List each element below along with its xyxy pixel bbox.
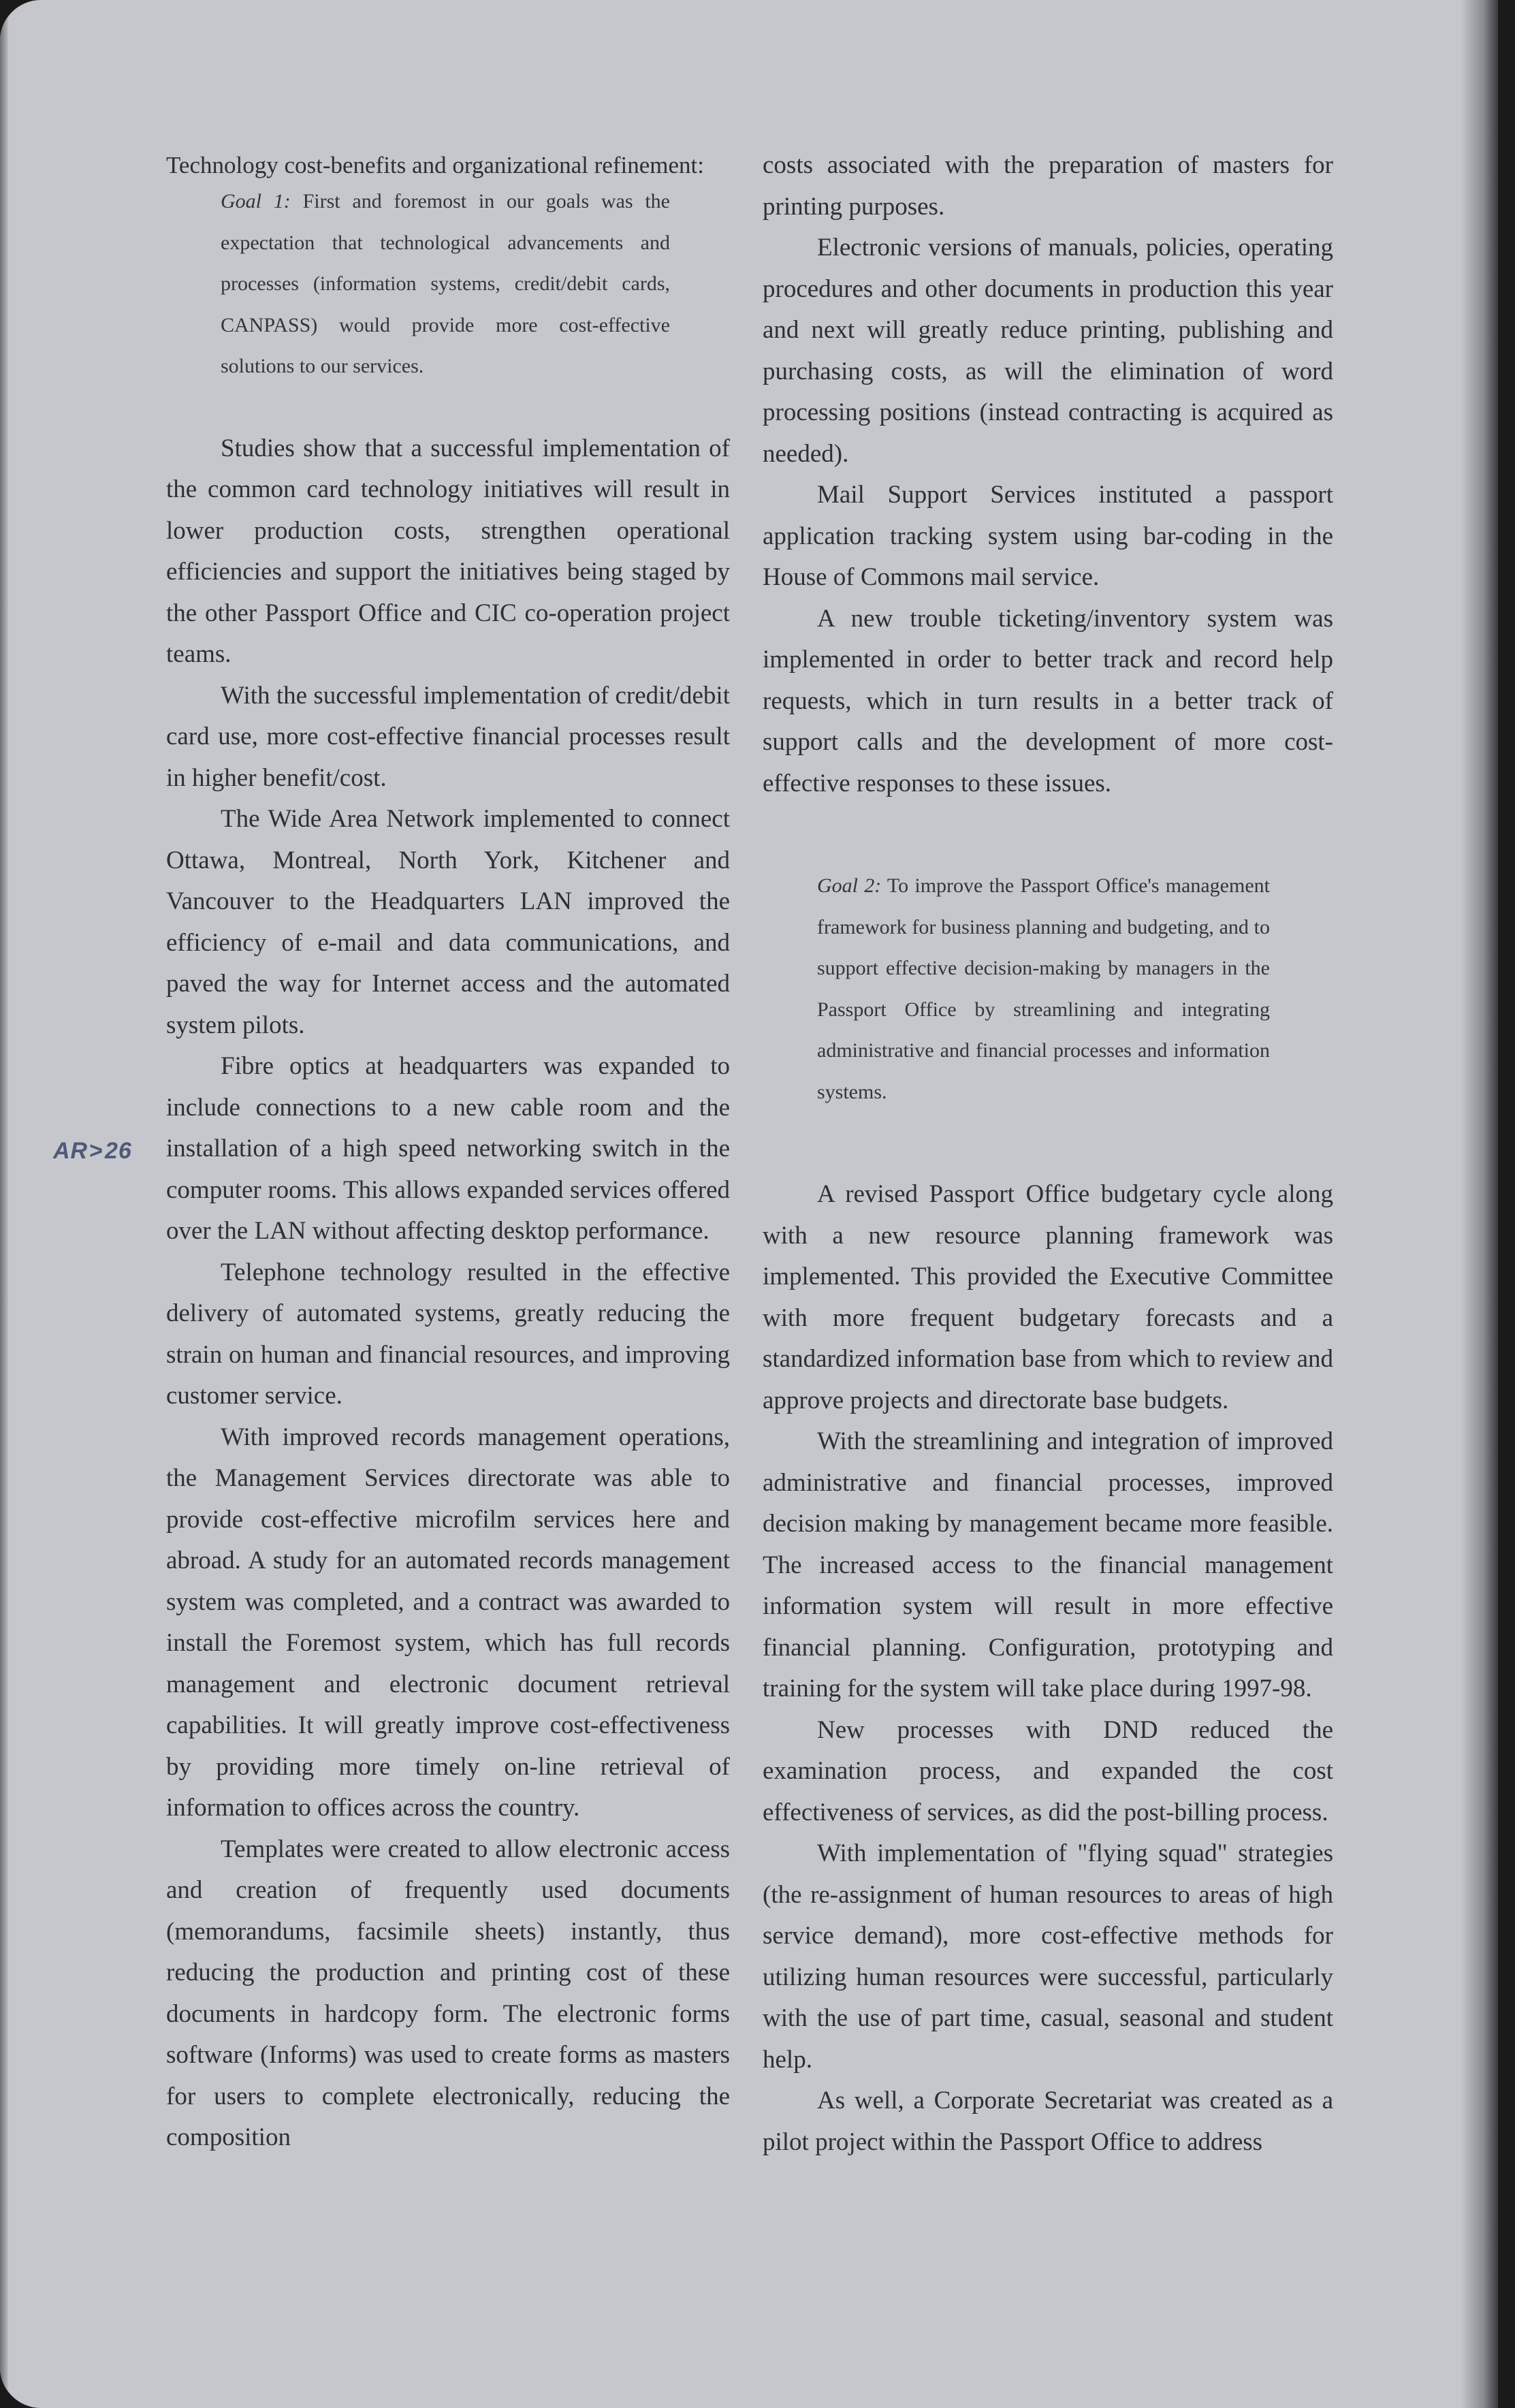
page-number: [53, 1138, 132, 1165]
page-left-edge: [0, 0, 8, 2408]
paragraph-telephone: Telephone technology resulted in the effective delivery of automated systems, greatly reducing the strain on human and financial resources, and improving customer service.: [166, 1258, 730, 1410]
right-column: [763, 145, 1333, 2163]
paragraph-streamlining: With the streamlining and integration of improved administrative and financial processes, improved decision making by management became more feasible. The increased access to the financial management information system will result in more effective financial planning. Configuration, prototyping and training for the system will take place during 1997-98.: [763, 1427, 1333, 1702]
paragraph-flying-squad: With implementation of "flying squad" strategies (the re-assignment of human resources to areas of high service demand), more cost-effective methods for utilizing human resources were successful, particularly with the use of part time, casual, seasonal and student help.: [763, 1839, 1333, 2074]
goal-2-block: [817, 866, 1270, 1113]
paragraph-wide-area-network: The Wide Area Network implemented to connect Ottawa, Montreal, North York, Kitchener and Vancouver to the Headquarters LAN improved the efficiency of e-mail and data communications, and paved the way for Internet access and the automated system pilots.: [166, 805, 730, 1039]
page-right-edge: [1461, 0, 1498, 2408]
left-column: [166, 150, 730, 2159]
paragraph-fibre-optics: Fibre optics at headquarters was expanded to include connections to a new cable room and the installation of a high speed networking switch in the computer rooms. This allows expanded services offered over the LAN without affecting desktop performance.: [166, 1052, 730, 1245]
goal-1-text: First and foremost in our goals was the expectation that technological advancements and processes (information systems, credit/debit cards, CANPASS) would provide more cost-effective solutions to our services.: [221, 190, 671, 377]
page-number-value: 26: [104, 1138, 132, 1164]
paragraph-trouble-ticketing: A new trouble ticketing/inventory system was implemented in order to better track and record help requests, which in turn results in a better track of support calls and the development of more cost-effective responses to these issues.: [763, 604, 1333, 797]
paragraph-corporate-secretariat: As well, a Corporate Secretariat was created as a pilot project within the Passport Office to address: [763, 2087, 1333, 2156]
page-number-prefix: AR: [53, 1138, 89, 1164]
goal-2-text: To improve the Passport Office's management framework for business planning and budgeting, and to support effective decision-making by managers in the Passport Office by streamlining and integrating administrative and financial processes and information systems.: [817, 874, 1270, 1103]
paragraph-credit-debit: With the successful implementation of credit/debit card use, more cost-effective financial processes result in higher benefit/cost.: [166, 681, 730, 792]
goal-1-label: Goal 1:: [221, 190, 291, 212]
paragraph-continuation: costs associated with the preparation of masters for printing purposes.: [763, 151, 1333, 221]
paragraph-records-management: With improved records management operations, the Management Services directorate was able to provide cost-effective microfilm services here and abroad. A study for an automated records management system was completed, and a contract was awarded to install the Foremost system, which has full records management and electronic document retrieval capabilities. It will greatly improve cost-effectiveness by providing more timely on-line retrieval of information to offices across the country.: [166, 1423, 730, 1822]
goal-2-label: Goal 2:: [817, 874, 882, 897]
goal-1-block: [221, 181, 670, 387]
page-number-arrow: >: [89, 1138, 103, 1164]
paragraph-templates: Templates were created to allow electronic access and creation of frequently used documents (memorandums, facsimile sheets) instantly, thus reducing the production and printing cost of these documents in hardcopy form. The electronic forms software (Informs) was used to create forms as masters for users to complete electronically, reducing the composition: [166, 1835, 730, 2151]
paragraph-common-card: Studies show that a successful implementation of the common card technology initiatives will result in lower production costs, strengthen operational efficiencies and support the initiatives being staged by the other Passport Office and CIC co-operation project teams.: [166, 434, 730, 668]
paragraph-budgetary-cycle: A revised Passport Office budgetary cycle along with a new resource planning framework was implemented. This provided the Executive Committee with more frequent budgetary forecasts and a standardized information base from which to review and approve projects and directorate base budgets.: [763, 1180, 1333, 1414]
paragraph-dnd-processes: New processes with DND reduced the examination process, and expanded the cost effectiveness of services, as did the post-billing process.: [763, 1715, 1333, 1826]
paragraph-electronic-versions: Electronic versions of manuals, policies, operating procedures and other documents in production this year and next will greatly reduce printing, publishing and purchasing costs, as will the elimination of word processing positions (instead contracting is acquired as needed).: [763, 234, 1333, 468]
paragraph-mail-support: Mail Support Services instituted a passport application tracking system using bar-coding in the House of Commons mail service.: [763, 481, 1333, 591]
section-heading: Technology cost-benefits and organizational refinement:: [166, 152, 704, 178]
